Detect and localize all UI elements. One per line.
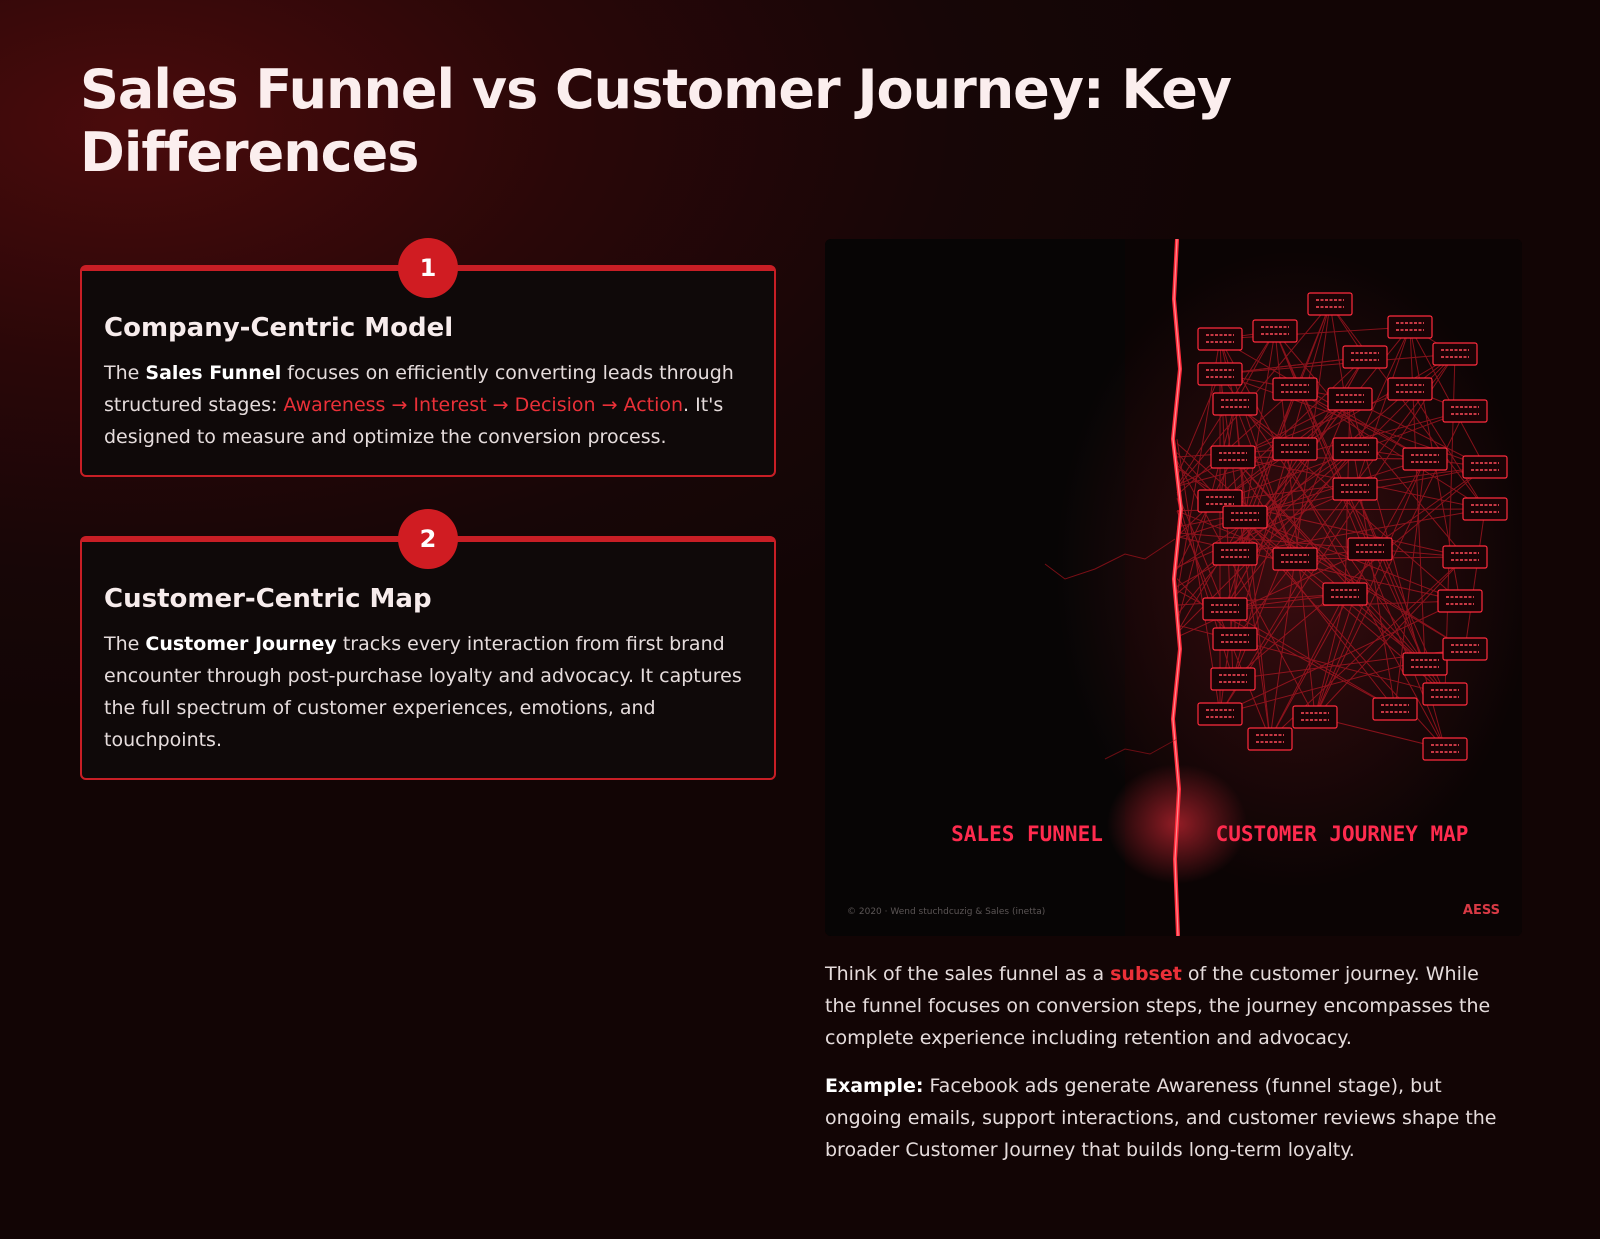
journey-node	[1443, 546, 1487, 568]
journey-node	[1198, 328, 1242, 350]
funnel-vs-journey-illustration	[825, 239, 1522, 936]
card-heading: Company-Centric Model	[104, 313, 454, 343]
journey-node	[1211, 668, 1255, 690]
journey-node	[1213, 543, 1257, 565]
funnel-stages: Awareness → Interest → Decision → Action	[283, 394, 684, 416]
journey-node	[1443, 400, 1487, 422]
card-company-centric	[80, 254, 776, 477]
card-text: The Customer Journey tracks every interaction from first brand encounter through post-purchase loyalty and advocacy. It captures the full spectrum of customer experiences, emotions, and touchpoints.	[104, 633, 742, 751]
bold-term: Customer Journey	[145, 633, 337, 655]
journey-node	[1423, 683, 1467, 705]
journey-node	[1253, 320, 1297, 342]
sales-funnel-label: SALES FUNNEL	[951, 822, 1103, 846]
journey-node	[1248, 728, 1292, 750]
journey-node	[1343, 346, 1387, 368]
journey-node	[1423, 738, 1467, 760]
journey-node	[1213, 393, 1257, 415]
journey-node	[1198, 363, 1242, 385]
journey-node	[1223, 506, 1267, 528]
journey-node	[1463, 456, 1507, 478]
journey-node	[1403, 448, 1447, 470]
journey-node	[1333, 438, 1377, 460]
example-label: Example:	[825, 1075, 924, 1097]
journey-node	[1328, 388, 1372, 410]
card-heading: Customer-Centric Map	[104, 584, 432, 614]
journey-node	[1273, 378, 1317, 400]
copyright-text: © 2020 · Wend stuchdcuzig & Sales (inetta)	[847, 907, 1046, 917]
journey-node	[1463, 498, 1507, 520]
subset-highlight: subset	[1110, 963, 1182, 985]
customer-journey-label: CUSTOMER JOURNEY MAP	[1215, 822, 1469, 846]
journey-node	[1333, 478, 1377, 500]
card-customer-centric	[80, 525, 776, 780]
journey-node	[1293, 706, 1337, 728]
journey-node	[1348, 538, 1392, 560]
example-paragraph: Example: Facebook ads generate Awareness (funnel stage), but ongoing emails, support interactions, and customer reviews shape the broader Customer Journey that builds long-term loyalty.	[825, 1075, 1497, 1161]
journey-node	[1433, 343, 1477, 365]
journey-node	[1273, 548, 1317, 570]
card-text: The Sales Funnel focuses on efficiently converting leads through structured stages: Awareness → Interest → Decision → Action. It's designed to measure and optimize the conversion process.	[104, 362, 734, 448]
journey-node	[1403, 653, 1447, 675]
bold-term: Sales Funnel	[145, 362, 282, 384]
journey-node	[1438, 590, 1482, 612]
journey-node	[1388, 316, 1432, 338]
journey-node	[1203, 598, 1247, 620]
journey-node	[1323, 583, 1367, 605]
subset-paragraph: Think of the sales funnel as a subset of the customer journey. While the funnel focuses on conversion steps, the journey encompasses the complete experience including retention and advocacy.	[825, 963, 1491, 1049]
logo-mark: AESS	[1462, 903, 1500, 918]
journey-node	[1373, 698, 1417, 720]
journey-node	[1308, 293, 1352, 315]
number-badge: 1	[398, 238, 458, 298]
journey-node	[1198, 703, 1242, 725]
journey-node	[1273, 438, 1317, 460]
journey-node	[1443, 638, 1487, 660]
journey-node	[1211, 446, 1255, 468]
illustration-svg	[825, 239, 1522, 936]
page-title: Sales Funnel vs Customer Journey: Key Differences	[80, 58, 1232, 184]
number-badge: 2	[398, 509, 458, 569]
journey-node	[1388, 378, 1432, 400]
journey-node	[1213, 628, 1257, 650]
